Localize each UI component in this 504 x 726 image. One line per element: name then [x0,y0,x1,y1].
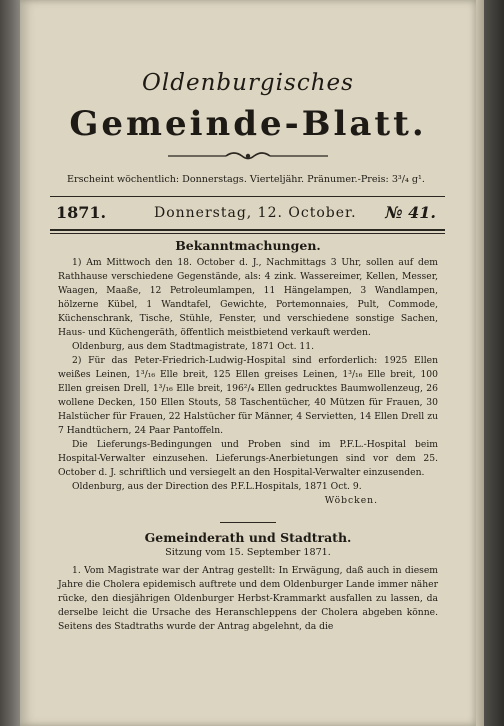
rule-top [50,196,445,197]
council-column [58,564,438,634]
council-item-1: 1. Vom Magistrate war der Antrag gestellt: In Erwägung, daß auch in diesem Jahre die Cholera epidemisch auftrete und dem Oldenburger Lande immer näher rücke, den diesjährigen Oldenburger Herbst-Krammarkt ausfallen zu lassen, da derselbe leicht die Ursache des Heranschleppens der Cholera abgeben könne. Seitens des Stadtraths wurde der Antrag abgelehnt, da die [58,565,438,632]
ornament-divider-icon [168,150,328,162]
page-edge [476,0,484,726]
rule-double-1 [50,229,445,231]
announcement-1-signature: Oldenburg, aus dem Stadtmagistrate, 1871 Oct. 11. [72,341,315,352]
announcement-2-signer: Wöbcken. [324,495,378,506]
masthead-title-main: Gemeinde-Blatt. [69,104,427,144]
rule-section [220,522,276,523]
masthead-title-top: Oldenburgisches [142,70,354,96]
rule-double-2 [50,233,445,234]
session-date: Sitzung vom 15. September 1871. [165,547,331,558]
issue-year: 1871. [56,203,107,222]
section-heading-announcements: Bekanntmachungen. [175,238,321,253]
issue-date: Donnerstag, 12. October. [154,205,357,221]
announcement-2: 2) Für das Peter-Friedrich-Ludwig-Hospital sind erforderlich: 1925 Ellen weißes Leinen, 1³/₁₆ Elle breit, 125 Ellen greises Leinen, 1³/₁₆ Elle breit, 100 Ellen greisen Drell, 1³/₁₆ Elle breit, 196²/₄ Ellen gedrucktes Baumwollenzeug, 26 wollene Decken, 150 Ellen Stouts, 58 Taschentücher, 40 Mützen für Frauen, 30 Halstücher für Frauen, 22 Halstücher für Männer, 4 Servietten, 14 Ellen Drell zu 7 Handtüchern, 24 Paar Pantoffeln. [58,355,438,436]
section-heading-council: Gemeinderath und Stadtrath. [144,530,352,545]
announcement-1: 1) Am Mittwoch den 18. October d. J., Nachmittags 3 Uhr, sollen auf dem Rathhause verschiedene Gegenstände, als: 4 zink. Wassereimer, Kellen, Messer, Waagen, Maaße, 12 Petroleumlampen, 11 Hängelampen, 3 Wandlampen, hölzerne Kübel, 1 Wandtafel, Gewichte, Portemonnaies, Pult, Commode, Küchenschrank, Tische, Stühle, Fenster, und verschiedene sonstige Sachen, Haus- und Küchengeräth, öffentlich meistbietend verkauft werden. [58,257,438,338]
announcement-2-conditions: Die Lieferungs-Bedingungen und Proben sind im P.F.L.-Hospital beim Hospital-Verwalter einzusehen. Lieferungs-Anerbietungen sind vor dem 25. October d. J. schriftlich und versiegelt an den Hospital-Verwalter einzusenden. [58,439,438,478]
announcements-column [58,256,438,508]
newspaper-page [20,0,476,726]
book-binding [0,0,20,726]
dateline [56,203,440,225]
subscription-line: Erscheint wöchentlich: Donnerstags. Vierteljähr. Pränumer.-Preis: 3³/₄ g¹. [67,174,425,185]
issue-number: № 41. [385,203,436,222]
announcement-2-signature: Oldenburg, aus der Direction des P.F.L.Hospitals, 1871 Oct. 9. [72,481,362,492]
